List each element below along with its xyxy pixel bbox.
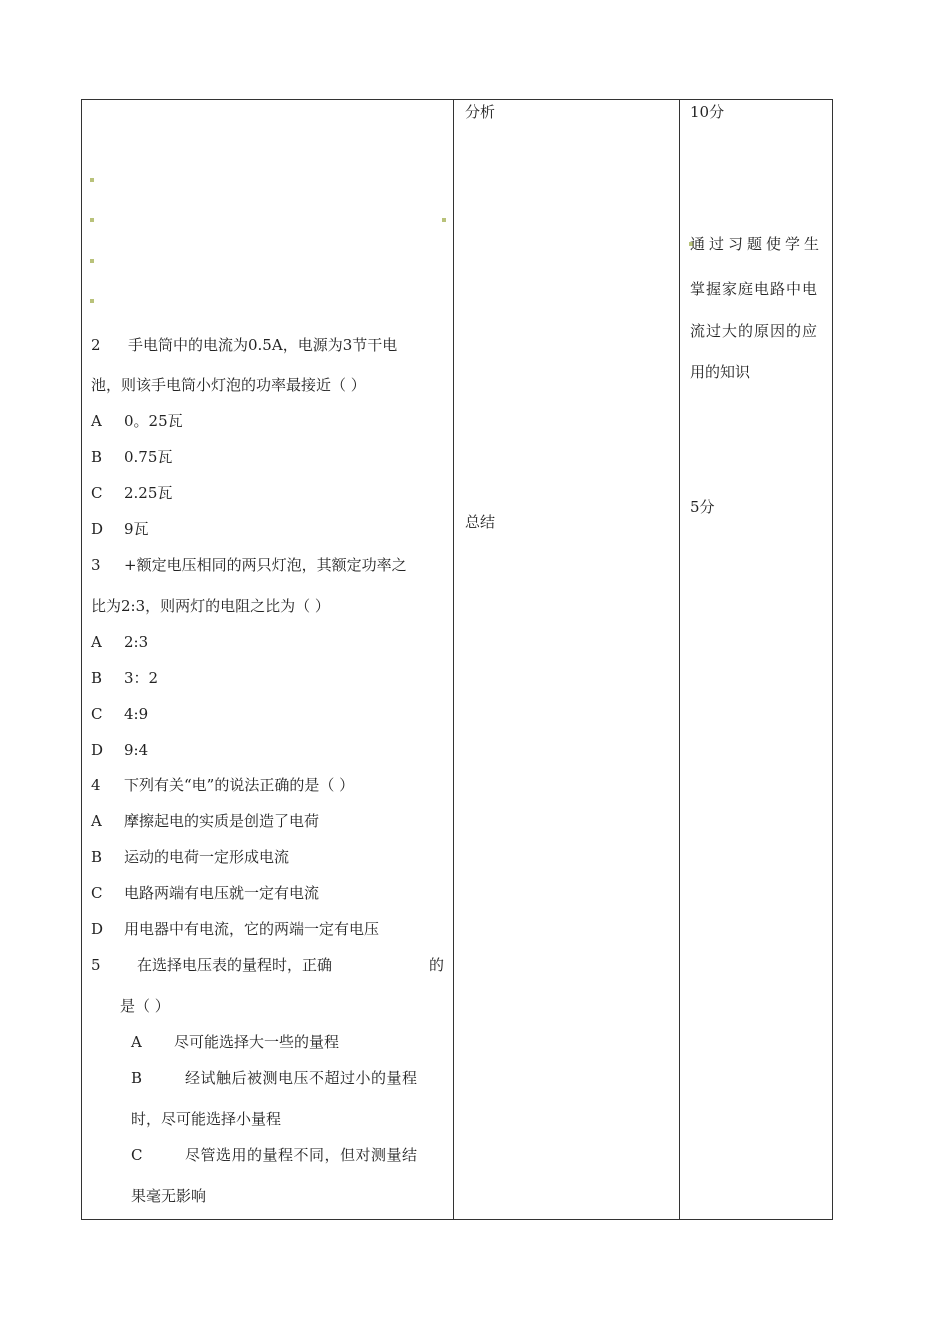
question-stem: 下列有关“电”的说法正确的是（ ） bbox=[124, 776, 355, 794]
option-letter: A bbox=[91, 412, 102, 430]
column-divider-left bbox=[453, 100, 454, 1219]
marker-dot bbox=[442, 218, 446, 222]
option-letter: D bbox=[91, 520, 104, 538]
option-letter: C bbox=[91, 884, 103, 902]
option-letter: D bbox=[91, 920, 104, 938]
option-text: 用电器中有电流，它的两端一定有电压 bbox=[124, 920, 380, 938]
option-text: 2.25瓦 bbox=[124, 484, 173, 502]
question-number: 4 bbox=[91, 776, 101, 794]
option-letter: B bbox=[91, 848, 103, 866]
marker-dot bbox=[90, 259, 94, 263]
question-stem: 在选择电压表的量程时，正确 bbox=[137, 956, 333, 974]
option-letter: B bbox=[91, 448, 103, 466]
option-text: 2:3 bbox=[124, 633, 149, 651]
question-stem: 的 bbox=[429, 956, 445, 974]
analysis-label: 分析 bbox=[465, 103, 496, 121]
option-letter: D bbox=[91, 741, 104, 759]
option-text: 摩擦起电的实质是创造了电荷 bbox=[124, 812, 320, 830]
option-text: 尽可能选择大一些的量程 bbox=[174, 1033, 340, 1051]
option-letter: A bbox=[131, 1033, 142, 1051]
question-number: 5 bbox=[91, 956, 101, 974]
question-stem: 池，则该手电筒小灯泡的功率最接近（ ） bbox=[91, 376, 366, 394]
option-text: 电路两端有电压就一定有电流 bbox=[124, 884, 320, 902]
lesson-plan-table bbox=[81, 99, 833, 1220]
option-text: 尽管选用的量程不同，但对测量结 bbox=[185, 1146, 418, 1164]
option-letter: B bbox=[91, 669, 103, 687]
option-letter: C bbox=[131, 1146, 143, 1164]
marker-dot bbox=[90, 218, 94, 222]
time-allocation-2: 5分 bbox=[690, 498, 715, 516]
option-letter: B bbox=[131, 1069, 143, 1087]
option-text: 果毫无影响 bbox=[131, 1187, 207, 1205]
marker-dot bbox=[90, 299, 94, 303]
option-text: 时，尽可能选择小量程 bbox=[131, 1110, 282, 1128]
question-stem: 手电筒中的电流为0.5A，电源为3节干电 bbox=[128, 336, 398, 354]
option-text: 0。25瓦 bbox=[124, 412, 183, 430]
option-letter: A bbox=[91, 633, 102, 651]
purpose-line: 用的知识 bbox=[690, 363, 751, 381]
option-text: 9:4 bbox=[124, 741, 149, 759]
purpose-line: 掌握家庭电路中电 bbox=[690, 280, 819, 298]
summary-label: 总结 bbox=[465, 513, 496, 531]
option-text: 3：2 bbox=[124, 669, 159, 687]
question-number: 2 bbox=[91, 336, 101, 354]
option-text: 运动的电荷一定形成电流 bbox=[124, 848, 290, 866]
purpose-line: 通过习题使学生 bbox=[690, 235, 824, 253]
column-divider-right bbox=[679, 100, 680, 1219]
option-letter: A bbox=[91, 812, 102, 830]
question-stem: 比为2:3，则两灯的电阻之比为（ ） bbox=[91, 597, 330, 615]
option-text: 经试触后被测电压不超过小的量程 bbox=[185, 1069, 418, 1087]
question-stem: +额定电压相同的两只灯泡，其额定功率之 bbox=[124, 556, 407, 574]
option-letter: C bbox=[91, 484, 103, 502]
purpose-line: 流过大的原因的应 bbox=[690, 322, 819, 340]
option-letter: C bbox=[91, 705, 103, 723]
option-text: 4:9 bbox=[124, 705, 149, 723]
time-allocation-1: 10分 bbox=[690, 103, 725, 121]
marker-dot bbox=[90, 178, 94, 182]
option-text: 9瓦 bbox=[124, 520, 149, 538]
question-number: 3 bbox=[91, 556, 101, 574]
question-stem: 是（ ） bbox=[120, 997, 170, 1015]
option-text: 0.75瓦 bbox=[124, 448, 173, 466]
